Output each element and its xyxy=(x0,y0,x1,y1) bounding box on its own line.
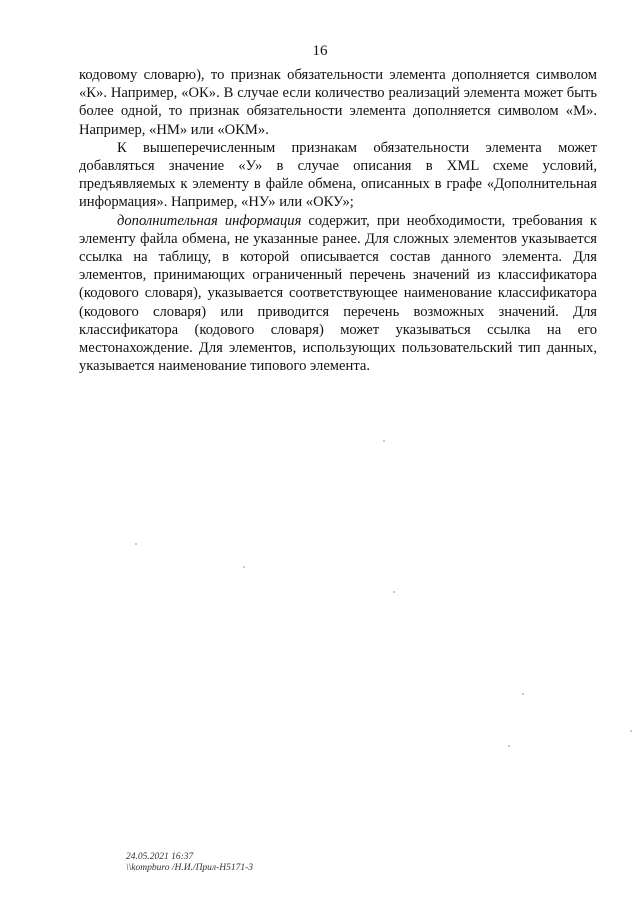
scan-speck xyxy=(135,543,137,545)
paragraph-3 xyxy=(79,212,597,376)
scan-speck xyxy=(508,745,510,747)
scan-speck xyxy=(630,730,632,732)
footer-timestamp: 24.05.2021 16:37 xyxy=(126,852,194,862)
paragraph-3-text: содержит, при необходимости, требования к элементу файла обмена, не указанные ранее. Для сложных элементов указывается ссылка на таблицу, в которой описывается состав данного элемента. Для элементов, принимающих ограниченный перечень значений из классификатора (кодового словаря), указывается соответствующее наименование классификатора (кодового словаря) или приводится перечень возможных значений. Для классификатора (кодового словаря) может указываться ссылка на его местонахождение. Для элементов, использующих пользовательский тип данных, указывается наименование типового элемента. xyxy=(79,212,598,375)
scan-speck xyxy=(522,693,524,695)
paragraph-1: кодовому словарю), то признак обязательности элемента дополняется символом «К». Например, «ОК». В случае если количество реализаций элемента может быть более одной, то признак обязательности элемента дополняется символом «М». Например, «НМ» или «ОКМ». xyxy=(79,67,597,138)
paragraph-2: К вышеперечисленным признакам обязательности элемента может добавляться значение «У» в случае описания в XML схеме условий, предъявляемых к элементу в файле обмена, описанных в графе «Дополнительная информация». Например, «НУ» или «ОКУ»; xyxy=(79,139,597,211)
footer-file-path: \\kompburo /Н.И./Прил-Н5171-3 xyxy=(126,863,254,873)
scan-speck xyxy=(243,566,245,568)
body-text xyxy=(79,66,597,375)
scan-speck xyxy=(383,440,385,442)
page-number: 16 xyxy=(312,43,328,59)
footer-stamp xyxy=(126,852,253,874)
scan-speck xyxy=(393,591,395,593)
term-additional-info: дополнительная информация xyxy=(117,212,302,229)
